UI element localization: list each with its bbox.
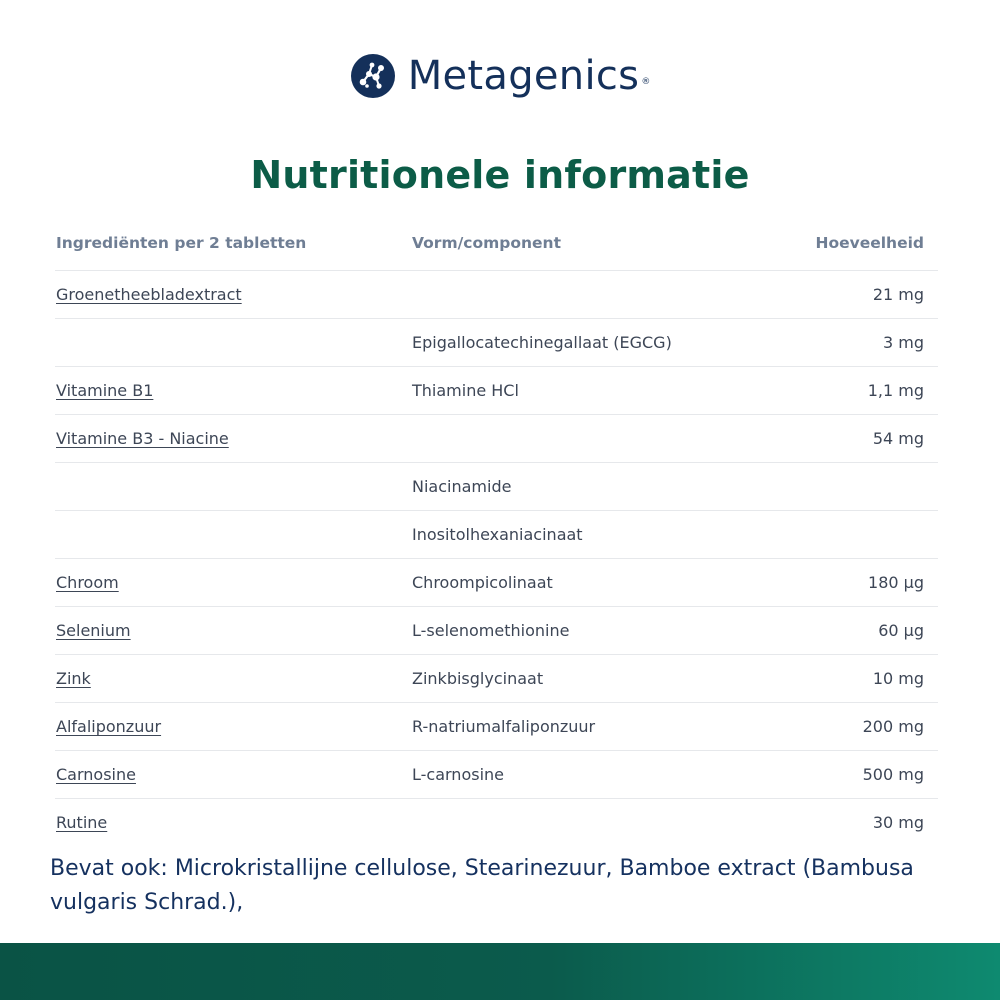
table-header	[55, 214, 938, 271]
table-row	[55, 415, 938, 463]
molecule-globe-icon	[350, 53, 396, 99]
nutrition-table	[55, 214, 938, 846]
amount-cell: 180 µg	[868, 573, 924, 592]
table-row	[55, 463, 938, 511]
brand-name: Metagenics	[407, 53, 640, 99]
footer-band	[0, 943, 1000, 1000]
table-row	[55, 367, 938, 415]
form-cell: Niacinamide	[412, 477, 512, 496]
form-cell: L-carnosine	[412, 765, 504, 784]
ingredient-link[interactable]: Vitamine B1	[56, 381, 154, 400]
form-cell: R-natriumalfaliponzuur	[412, 717, 596, 736]
table-row	[55, 319, 938, 367]
registered-mark: ®	[641, 77, 651, 87]
ingredient-link[interactable]: Rutine	[56, 813, 108, 832]
amount-cell: 54 mg	[872, 429, 924, 448]
amount-cell: 10 mg	[872, 669, 924, 688]
form-cell: L-selenomethionine	[412, 621, 570, 640]
table-row	[55, 655, 938, 703]
amount-cell: 21 mg	[872, 285, 924, 304]
ingredient-link[interactable]: Chroom	[56, 573, 119, 592]
amount-cell: 30 mg	[872, 813, 924, 832]
header-form: Vorm/component	[412, 233, 561, 252]
table-row	[55, 559, 938, 607]
table-row	[55, 607, 938, 655]
amount-cell: 60 µg	[878, 621, 924, 640]
ingredient-link[interactable]: Carnosine	[56, 765, 136, 784]
page-title: Nutritionele informatie	[250, 153, 750, 197]
ingredient-link[interactable]: Groenetheebladextract	[56, 285, 242, 304]
form-cell: Zinkbisglycinaat	[412, 669, 544, 688]
amount-cell: 200 mg	[862, 717, 924, 736]
amount-cell: 500 mg	[862, 765, 924, 784]
ingredient-link[interactable]: Vitamine B3 - Niacine	[56, 429, 229, 448]
brand-logo	[0, 50, 1000, 102]
header-amount: Hoeveelheid	[815, 233, 924, 252]
form-cell: Inositolhexaniacinaat	[412, 525, 583, 544]
form-cell: Epigallocatechinegallaat (EGCG)	[412, 333, 672, 352]
amount-cell: 3 mg	[882, 333, 924, 352]
table-row	[55, 751, 938, 799]
also-contains-note: Bevat ook: Microkristallijne cellulose, Stearinezuur, Bamboe extract (Bambusa vulgaris Schrad.),	[50, 856, 914, 915]
form-cell: Chroompicolinaat	[412, 573, 553, 592]
table-row	[55, 703, 938, 751]
ingredient-link[interactable]: Selenium	[56, 621, 131, 640]
table-row	[55, 511, 938, 559]
ingredient-link[interactable]: Alfaliponzuur	[56, 717, 162, 736]
amount-cell: 1,1 mg	[867, 381, 924, 400]
table-row	[55, 799, 938, 846]
table-row	[55, 271, 938, 319]
ingredient-link[interactable]: Zink	[56, 669, 91, 688]
form-cell: Thiamine HCl	[412, 381, 519, 400]
header-ingredient: Ingrediënten per 2 tabletten	[56, 233, 307, 252]
